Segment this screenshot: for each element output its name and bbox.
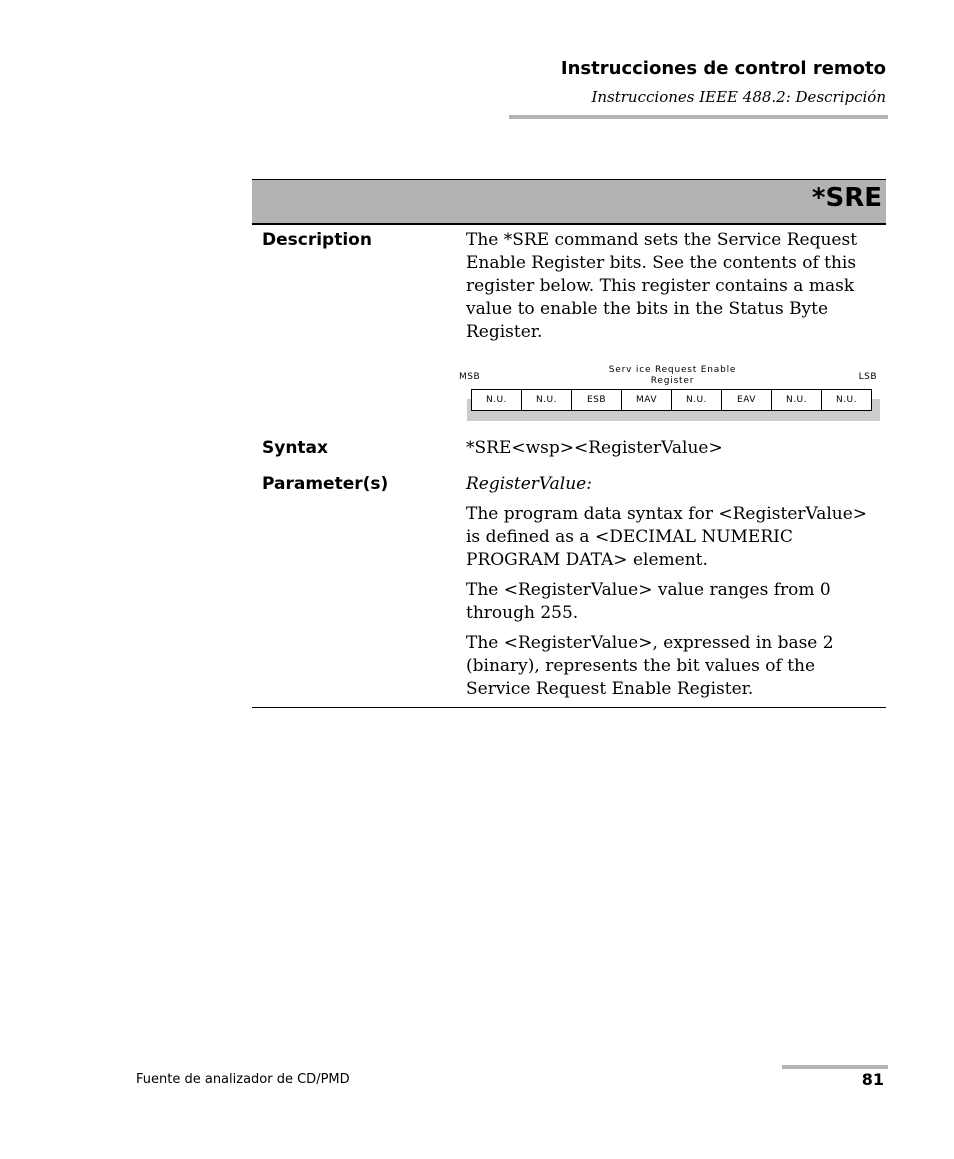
- syntax-text: *SRE<wsp><RegisterValue>: [466, 438, 723, 458]
- description-label: Description: [262, 230, 372, 250]
- register-diagram: [455, 363, 885, 425]
- parameters-label: Parameter(s): [262, 474, 389, 494]
- register-lsb-label: LSB: [858, 372, 877, 382]
- parameter-paragraph-1: The program data syntax for <RegisterValue> is defined as a <DECIMAL NUMERIC PROGRAM DATA> element.: [466, 504, 868, 570]
- register-bit-0: N.U.: [835, 395, 858, 405]
- parameter-paragraph-2: The <RegisterValue> value ranges from 0 through 255.: [466, 580, 831, 623]
- page-number: 81: [861, 1070, 884, 1089]
- register-bit-3: N.U.: [672, 390, 722, 410]
- register-bit-4: MAV: [622, 390, 672, 410]
- parameter-paragraph-3: The <RegisterValue>, expressed in base 2 (binary), represents the bit values of the Service Request Enable Register.: [466, 633, 834, 699]
- footer-rule: [782, 1065, 888, 1069]
- header-rule: [509, 115, 888, 119]
- parameter-name: RegisterValue:: [466, 474, 592, 494]
- command-title-bar: [252, 179, 886, 225]
- register-title: [595, 365, 750, 387]
- register-bit-1: N.U.: [772, 390, 822, 410]
- register-bit-6: N.U.: [522, 390, 572, 410]
- register-bit-7: N.U.: [472, 390, 522, 410]
- register-msb-label: MSB: [459, 372, 481, 382]
- syntax-label: Syntax: [262, 438, 328, 458]
- description-text: The *SRE command sets the Service Request Enable Register bits. See the contents of this register below. This register contains a mask value to enable the bits in the Status Byte Register.: [466, 230, 858, 342]
- command-name: *SRE: [811, 183, 882, 213]
- footer-doc-title: Fuente de analizador de CD/PMD: [136, 1072, 350, 1087]
- register-title-line2: Register: [650, 376, 695, 386]
- running-header-title: Instrucciones de control remoto: [560, 58, 886, 79]
- register-bit-5: ESB: [572, 390, 622, 410]
- register-title-line1: Serv ice Request Enable: [608, 365, 737, 375]
- register-bit-2: EAV: [722, 390, 772, 410]
- section-end-rule: [252, 707, 886, 708]
- register-bit-row: [471, 389, 872, 411]
- running-header-subtitle: Instrucciones IEEE 488.2: Descripción: [591, 88, 886, 106]
